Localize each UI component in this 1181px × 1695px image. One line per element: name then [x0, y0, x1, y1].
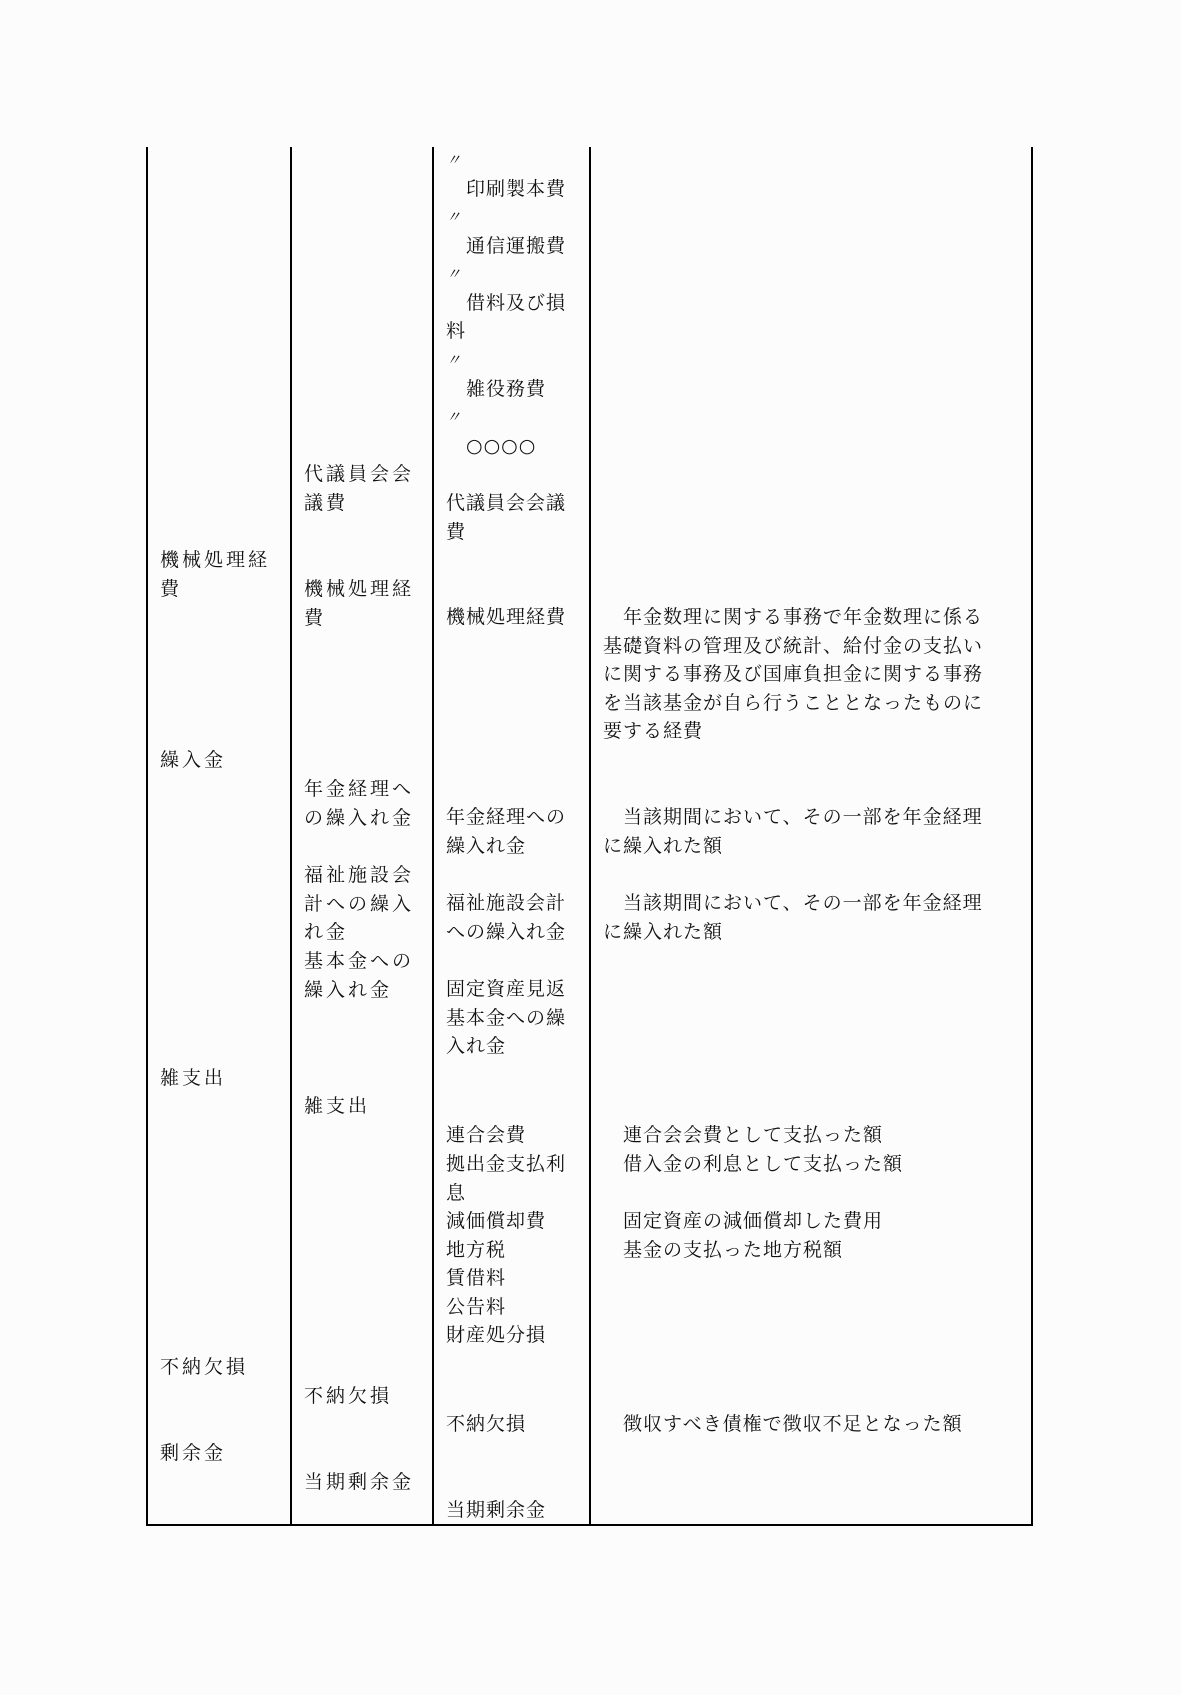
col3-toki-line: 当期剰余金 — [446, 1499, 547, 1521]
col1-kikai-line: 費 — [160, 577, 183, 600]
col2-kikai-line: 機械処理経 — [304, 578, 415, 600]
col4-kyoshutsu-line: 借入金の利息として支払った額 — [603, 1153, 904, 1175]
col4-kikai-line: に関する事務及び国庫負担金に関する事務 — [603, 663, 984, 686]
ditto-mark: 〃 — [446, 151, 463, 169]
col3-rengo-line: 連合会費 — [446, 1124, 527, 1146]
col3-funo-line: 不納欠損 — [446, 1413, 527, 1435]
col4-kikai-line: 基礎資料の管理及び統計、給付金の支払い — [603, 634, 984, 657]
col3-kotei-line: 固定資産見返 — [446, 978, 567, 1000]
col3-fukushi-line: への繰入れ金 — [446, 920, 567, 943]
col2-daigiin-line: 議費 — [304, 491, 349, 514]
col3-chiho-line: 地方税 — [446, 1239, 507, 1261]
col3-chinshaku-line: 賃借料 — [446, 1267, 507, 1289]
col1-zatsu-line: 雑支出 — [160, 1067, 227, 1089]
col4-fukushi-line: 当該期間において、その一部を年金経理 — [603, 892, 983, 914]
col1-funo-line: 不納欠損 — [160, 1356, 249, 1378]
col4-rengo-line: 連合会会費として支払った額 — [603, 1124, 884, 1146]
ditto-mark: 〃 — [446, 265, 463, 283]
col4-chiho-line: 基金の支払った地方税額 — [603, 1239, 844, 1261]
col2-toki-line: 当期剰余金 — [304, 1471, 415, 1493]
col3-zatsueki-line: 雑役務費 — [446, 377, 547, 400]
col2-funo-line: 不納欠損 — [304, 1385, 393, 1407]
col3-kyoshutsu-line: 拠出金支払利 — [446, 1153, 567, 1175]
col3-zaisan-line: 財産処分損 — [446, 1324, 547, 1346]
col2-nenkin-line: 年金経理へ — [304, 778, 415, 800]
col4-fukushi-line: に繰入れた額 — [603, 920, 724, 943]
col3-nenkin-line: 繰入れ金 — [446, 834, 527, 857]
col4-nenkin-line: に繰入れた額 — [603, 834, 724, 857]
table-border-left — [146, 147, 148, 1526]
table-border-right — [1031, 147, 1033, 1526]
col4-nenkin-line: 当該期間において、その一部を年金経理 — [603, 806, 983, 828]
ditto-mark: 〃 — [446, 351, 463, 369]
col3-tsushin-line: 通信運搬費 — [446, 234, 567, 257]
col2-nenkin-line: の繰入れ金 — [304, 806, 415, 829]
column-divider-2 — [432, 147, 434, 1526]
col3-kyoshutsu-line: 息 — [446, 1181, 467, 1204]
col3-genka-line: 減価償却費 — [446, 1210, 547, 1232]
col1-joyo-line: 剰余金 — [160, 1442, 227, 1464]
col3-insatsu-line: 印刷製本費 — [446, 177, 567, 200]
col2-fukushi-line: 福祉施設会 — [304, 864, 415, 886]
col4-kikai-line: 要する経費 — [603, 720, 704, 743]
col1-kikai-line: 機械処理経 — [160, 549, 271, 571]
col2-kikai-line: 費 — [304, 606, 327, 629]
col2-daigiin-line: 代議員会会 — [304, 463, 415, 485]
table-border-bottom — [146, 1524, 1033, 1526]
col3-nenkin-line: 年金経理への — [446, 806, 567, 828]
col4-funo-line: 徴収すべき債権で徴収不足となった額 — [603, 1413, 963, 1435]
col3-kikai-line: 機械処理経費 — [446, 606, 567, 628]
col3-daigiin-line: 費 — [446, 520, 467, 543]
col3-fukushi-line: 福祉施設会計 — [446, 892, 567, 914]
col3-shakuryo-line: 借料及び損 — [446, 291, 567, 314]
ditto-mark: 〃 — [446, 408, 463, 426]
col4-kikai-line: 年金数理に関する事務で年金数理に係る — [603, 606, 984, 628]
col3-shakuryo-line: 料 — [446, 320, 467, 343]
column-divider-1 — [290, 147, 292, 1526]
col3-kotei-line: 基本金への繰 — [446, 1006, 567, 1029]
col1-kurinyu-line: 繰入金 — [160, 749, 227, 771]
col3-maru-line: ○○○○ — [446, 434, 537, 457]
col4-kikai-line: を当該基金が自ら行うこととなったものに — [603, 691, 984, 714]
col3-daigiin-line: 代議員会会議 — [446, 492, 567, 514]
col2-zatsu-line: 雑支出 — [304, 1095, 371, 1117]
col3-kotei-line: 入れ金 — [446, 1035, 507, 1058]
column-divider-3 — [589, 147, 591, 1526]
col2-kihon-line: 基本金への — [304, 950, 415, 972]
col2-kihon-line: 繰入れ金 — [304, 978, 393, 1001]
col4-genka-line: 固定資産の減価償却した費用 — [603, 1210, 884, 1232]
col2-fukushi-line: 計への繰入 — [304, 892, 415, 915]
col2-fukushi-line: れ金 — [304, 921, 349, 944]
ditto-mark: 〃 — [446, 208, 463, 226]
col3-kokoku-line: 公告料 — [446, 1296, 507, 1318]
